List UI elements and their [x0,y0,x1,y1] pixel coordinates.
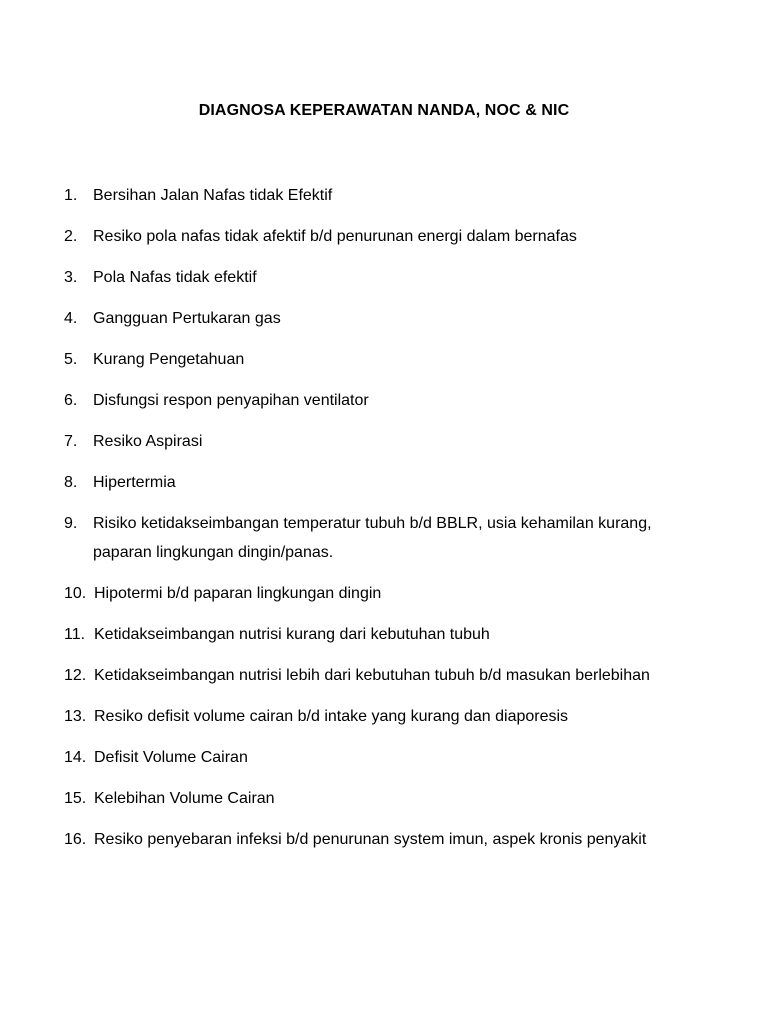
item-number: 7. [64,433,78,450]
diagnosis-list [64,181,704,866]
list-item [64,427,704,456]
item-text: Kurang Pengetahuan [93,351,245,368]
item-number: 6. [64,392,78,409]
item-number: 10. [64,585,87,602]
list-item [64,304,704,333]
item-number: 13. [64,708,87,725]
list-item [64,702,704,731]
item-text: Pola Nafas tidak efektif [93,269,257,286]
item-number: 2. [64,228,78,245]
item-number: 11. [64,626,86,643]
list-item [64,784,704,813]
item-number: 14. [64,749,87,766]
item-number: 1. [64,187,78,204]
item-number: 12. [64,667,87,684]
item-text: Ketidakseimbangan nutrisi kurang dari kebutuhan tubuh [94,626,490,643]
list-item [64,509,704,567]
item-text: Disfungsi respon penyapihan ventilator [93,392,369,409]
item-text: Resiko pola nafas tidak afektif b/d penurunan energi dalam bernafas [93,228,577,245]
item-text: Risiko ketidakseimbangan temperatur tubuh b/d BBLR, usia kehamilan kurang, paparan lingkungan dingin/panas. [93,515,652,561]
list-item [64,181,704,210]
list-item [64,468,704,497]
item-text: Hipotermi b/d paparan lingkungan dingin [94,585,382,602]
list-item [64,743,704,772]
list-item [64,222,704,251]
item-text: Defisit Volume Cairan [94,749,248,766]
item-text: Hipertermia [93,474,176,491]
item-text: Resiko defisit volume cairan b/d intake yang kurang dan diaporesis [94,708,569,725]
list-item [64,620,704,649]
item-number: 8. [64,474,78,491]
item-text: Bersihan Jalan Nafas tidak Efektif [93,187,333,204]
list-item [64,345,704,374]
list-item [64,263,704,292]
list-item [64,386,704,415]
list-item [64,661,704,690]
list-item [64,579,704,608]
item-text: Gangguan Pertukaran gas [93,310,281,327]
item-text: Resiko Aspirasi [93,433,203,450]
item-text: Ketidakseimbangan nutrisi lebih dari kebutuhan tubuh b/d masukan berlebihan [94,667,650,684]
item-number: 15. [64,790,87,807]
item-number: 16. [64,831,87,848]
item-number: 4. [64,310,78,327]
document-title: DIAGNOSA KEPERAWATAN NANDA, NOC & NIC [198,102,570,119]
item-number: 9. [64,515,78,532]
item-number: 3. [64,269,78,286]
item-number: 5. [64,351,78,368]
item-text: Kelebihan Volume Cairan [94,790,275,807]
list-item [64,825,704,854]
item-text: Resiko penyebaran infeksi b/d penurunan system imun, aspek kronis penyakit [94,831,647,848]
